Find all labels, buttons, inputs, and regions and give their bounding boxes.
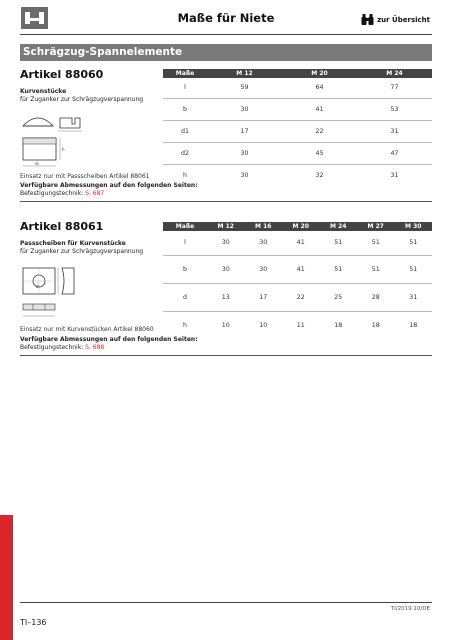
table-row <box>163 311 432 339</box>
table-cell: 17 <box>245 283 283 311</box>
article-88061-available-label: Verfügbare Abmessungen auf den folgenden Seiten: <box>20 336 198 343</box>
header-cell: M 27 <box>357 222 395 231</box>
article-88060-technical-drawing <box>20 112 90 174</box>
table-cell: 30 <box>207 142 282 164</box>
table-cell: 30 <box>245 255 283 283</box>
table-cell: 45 <box>282 142 357 164</box>
header-cell: Maße <box>163 69 207 78</box>
svg-text:h: h <box>62 147 65 152</box>
table-cell: 30 <box>207 98 282 120</box>
article-88061-technical-drawing <box>20 266 90 324</box>
table-row <box>163 142 432 164</box>
chapter-marker <box>0 515 13 640</box>
article-88061-dimensions-table <box>163 222 432 339</box>
row-label: d <box>163 283 207 311</box>
page-reference-link[interactable]: S. 688 <box>85 344 105 351</box>
table-row <box>163 120 432 142</box>
article-88060-title: Artikel 88060 <box>20 68 104 81</box>
table-cell: 32 <box>315 171 324 179</box>
table-row <box>163 164 432 186</box>
article-88060-note: Einsatz nur mit Passscheiben Artikel 88061 <box>20 173 150 180</box>
table-cell: 11 <box>296 321 305 329</box>
row-label: l <box>163 231 207 255</box>
table-cell: 13 <box>207 283 245 311</box>
article-88061-title: Artikel 88061 <box>20 220 104 233</box>
article-88060-available-label: Verfügbare Abmessungen auf den folgenden Seiten: <box>20 182 198 189</box>
table-header-row <box>163 222 432 231</box>
article-88060-product-desc: für Zuganker zur Schrägzugverspannung <box>20 96 144 103</box>
row-label: h <box>183 171 187 179</box>
table-cell: 31 <box>395 283 433 311</box>
reference-label: Befestigungstechnik: <box>20 344 84 351</box>
article-88061-reference <box>20 344 104 351</box>
article-88060-dimensions-table <box>163 69 432 186</box>
table-cell: 10 <box>259 321 268 329</box>
table-cell: 47 <box>357 142 432 164</box>
page-number: TI–136 <box>20 618 47 627</box>
table-cell: 31 <box>357 120 432 142</box>
table-cell: 51 <box>395 231 433 255</box>
reference-label: Befestigungstechnik: <box>20 190 84 197</box>
table-cell: 30 <box>240 171 249 179</box>
header-cell: M 12 <box>207 69 282 78</box>
article-88061-product-desc: für Zuganker zur Schrägzugverspannung <box>20 248 144 255</box>
table-cell: 28 <box>357 283 395 311</box>
table-cell: 30 <box>207 231 245 255</box>
table-cell: 77 <box>357 78 432 98</box>
article-88060-product-name: Kurvenstücke <box>20 88 67 95</box>
table-cell: 18 <box>371 321 380 329</box>
row-label: b <box>163 98 207 120</box>
svg-text:d₁: d₁ <box>35 161 40 166</box>
table-cell: 51 <box>320 231 358 255</box>
table-cell: 59 <box>207 78 282 98</box>
table-cell: 10 <box>221 321 230 329</box>
binoculars-icon <box>361 14 374 25</box>
row-label: d1 <box>163 120 207 142</box>
header-cell: M 12 <box>207 222 245 231</box>
header-cell: M 20 <box>282 69 357 78</box>
article-88060-divider <box>20 201 432 202</box>
header-cell: M 24 <box>357 69 432 78</box>
table-cell: 22 <box>282 120 357 142</box>
table-row <box>163 98 432 120</box>
table-cell: 22 <box>282 283 320 311</box>
table-cell: 30 <box>245 231 283 255</box>
table-cell: 64 <box>282 78 357 98</box>
table-cell: 18 <box>334 321 343 329</box>
table-cell: 25 <box>320 283 358 311</box>
svg-text:d: d <box>36 284 39 289</box>
header-cell: Maße <box>163 222 207 231</box>
page-title: Maße für Niete <box>177 11 275 25</box>
table-row <box>163 231 432 255</box>
header-cell: M 16 <box>245 222 283 231</box>
table-cell: 17 <box>207 120 282 142</box>
document-version: TI/2019.10/DE <box>390 606 430 612</box>
table-header-row <box>163 69 432 78</box>
row-label: b <box>163 255 207 283</box>
overview-label: zur Übersicht <box>377 15 430 24</box>
table-cell: 51 <box>395 255 433 283</box>
header-cell: M 30 <box>395 222 433 231</box>
table-cell: 51 <box>357 255 395 283</box>
row-label: d2 <box>163 142 207 164</box>
table-cell: 18 <box>409 321 418 329</box>
table-row <box>163 78 432 98</box>
header-divider <box>20 34 432 35</box>
page-reference-link[interactable]: S. 687 <box>85 190 105 197</box>
table-cell: 31 <box>390 171 399 179</box>
row-label: h <box>183 321 187 329</box>
header-cell: M 20 <box>282 222 320 231</box>
article-88060-reference <box>20 190 104 197</box>
overview-link[interactable] <box>361 14 430 25</box>
footer-divider <box>20 602 432 603</box>
header-cell: M 24 <box>320 222 358 231</box>
table-cell: 51 <box>320 255 358 283</box>
article-88061-product-name: Passscheiben für Kurvenstücke <box>20 240 126 247</box>
table-cell: 30 <box>207 255 245 283</box>
table-cell: 41 <box>282 255 320 283</box>
section-title: Schrägzug-Spannelemente <box>20 44 432 61</box>
article-88061-note: Einsatz nur mit Kurvenstücken Artikel 88060 <box>20 326 154 333</box>
table-cell: 41 <box>282 231 320 255</box>
table-cell: 53 <box>357 98 432 120</box>
article-88061-divider <box>20 355 432 356</box>
table-row <box>163 255 432 283</box>
table-cell: 41 <box>282 98 357 120</box>
table-cell: 51 <box>357 231 395 255</box>
table-row <box>163 283 432 311</box>
row-label: l <box>163 78 207 98</box>
